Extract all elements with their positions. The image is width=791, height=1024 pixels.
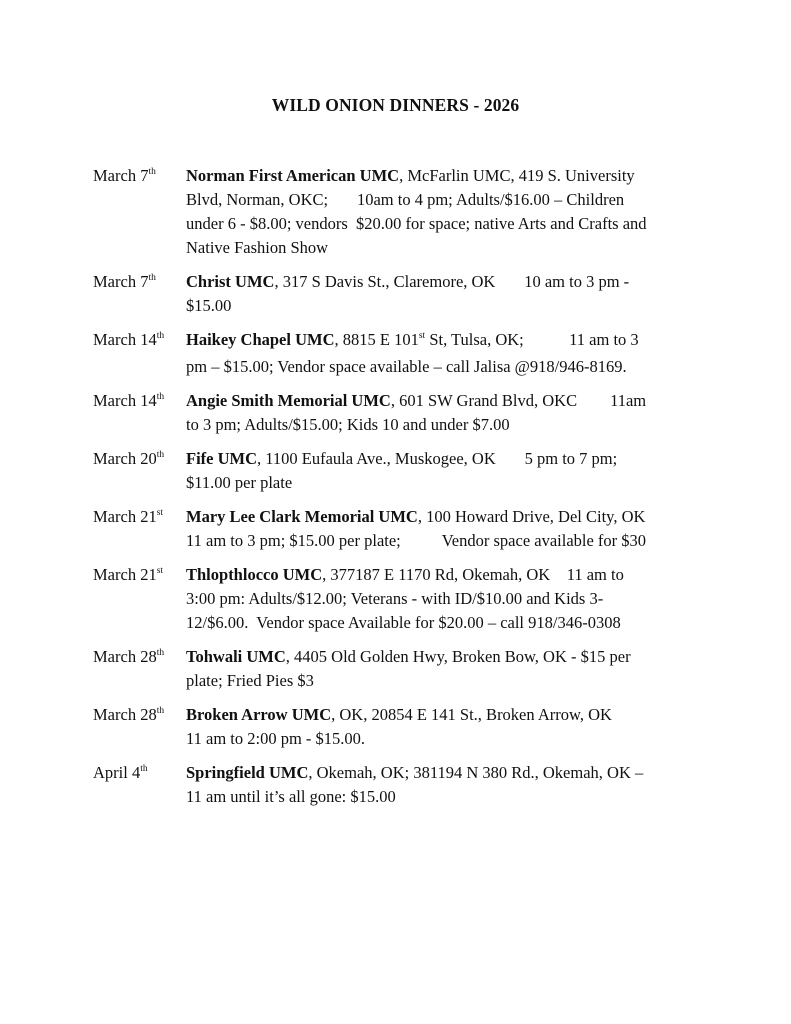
event-description: Norman First American UMC, McFarlin UMC, 419 S. University Blvd, Norman, OKC; 10am to 4 pm; Adults/$16.00 – Children under 6 - $8.00; vendors $20.00 for space; native Arts and Crafts and Native Fashion Show — [186, 166, 647, 257]
event-entry-tohwali — [0, 645, 791, 693]
event-description: Christ UMC, 317 S Davis St., Claremore, OK 10 am to 3 pm - $15.00 — [186, 272, 630, 315]
church-name: Mary Lee Clark Memorial UMC — [186, 507, 418, 526]
event-date: March 20th — [93, 449, 165, 468]
event-date: April 4th — [93, 763, 148, 782]
church-name: Haikey Chapel UMC — [186, 330, 335, 349]
church-name: Christ UMC — [186, 272, 275, 291]
event-description: Angie Smith Memorial UMC, 601 SW Grand Blvd, OKC 11am to 3 pm; Adults/$15.00; Kids 10 and under $7.00 — [186, 391, 647, 434]
church-name: Broken Arrow UMC — [186, 705, 332, 724]
document-title: WILD ONION DINNERS - 2026 — [271, 95, 520, 115]
event-entry-thlopthlocco — [0, 563, 791, 635]
event-entry-angie-smith — [0, 389, 791, 437]
event-description: Mary Lee Clark Memorial UMC, 100 Howard Drive, Del City, OK 11 am to 3 pm; $15.00 per plate; Vendor space available for $30 — [186, 507, 647, 550]
event-description: Fife UMC, 1100 Eufaula Ave., Muskogee, OK 5 pm to 7 pm; $11.00 per plate — [186, 449, 618, 492]
event-date: March 21st — [93, 565, 164, 584]
event-entry-springfield — [0, 761, 791, 809]
church-name: Fife UMC — [186, 449, 258, 468]
event-date: March 28th — [93, 705, 165, 724]
event-entry-fife-umc — [0, 447, 791, 495]
event-description: Haikey Chapel UMC, 8815 E 101st St, Tulsa, OK; 11 am to 3 pm – $15.00; Vendor space available – call Jalisa @918/946-8169. — [186, 330, 639, 376]
event-description: Thlopthlocco UMC, 377187 E 1170 Rd, Okemah, OK 11 am to 3:00 pm: Adults/$12.00; Veterans - with ID/$10.00 and Kids 3- 12/$6.00. Vendor space Available for $20.00 – call 918/346-0308 — [186, 565, 624, 632]
event-entry-mary-lee-clark — [0, 505, 791, 553]
event-date: March 14th — [93, 391, 165, 410]
event-entry-haikey-chapel — [0, 328, 791, 379]
event-date: March 7th — [93, 272, 156, 291]
event-description: Broken Arrow UMC, OK, 20854 E 141 St., Broken Arrow, OK 11 am to 2:00 pm - $15.00. — [186, 705, 612, 748]
event-date: March 7th — [93, 166, 156, 185]
event-entry-christ-umc — [0, 270, 791, 318]
church-name: Norman First American UMC — [186, 166, 400, 185]
church-name: Springfield UMC — [186, 763, 309, 782]
event-date: March 21st — [93, 507, 164, 526]
event-description: Springfield UMC, Okemah, OK; 381194 N 380 Rd., Okemah, OK – 11 am until it’s all gone: $15.00 — [186, 763, 644, 806]
event-list — [0, 164, 791, 819]
church-name: Tohwali UMC — [186, 647, 286, 666]
event-description: Tohwali UMC, 4405 Old Golden Hwy, Broken Bow, OK - $15 per plate; Fried Pies $3 — [186, 647, 631, 690]
church-name: Angie Smith Memorial UMC — [186, 391, 391, 410]
event-date: March 14th — [93, 330, 165, 349]
church-name: Thlopthlocco UMC — [186, 565, 323, 584]
event-entry-broken-arrow — [0, 703, 791, 751]
event-entry-norman-first-american — [0, 164, 791, 260]
event-date: March 28th — [93, 647, 165, 666]
